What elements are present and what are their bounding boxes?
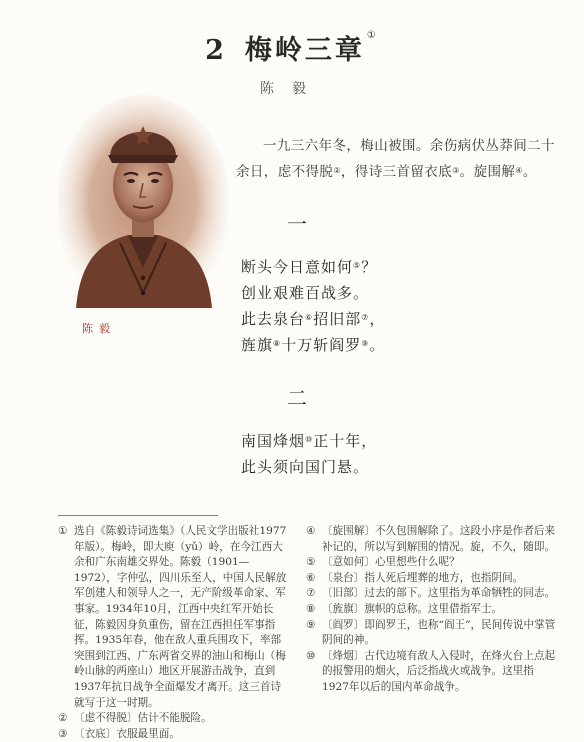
footnote-mark: ②: [333, 166, 341, 175]
text-run: ，: [369, 310, 386, 328]
footnote-text: 〔旌旗〕旗帜的总称。这里借指军士。: [322, 602, 503, 615]
text-run: 十万斩阎罗: [281, 336, 362, 354]
footnote-item: [306, 524, 556, 555]
footnote-number: ⑧: [306, 602, 316, 615]
text-run: 旌旗: [241, 336, 274, 354]
poem-line: [241, 454, 377, 480]
section-heading-2: 二: [287, 386, 307, 410]
footnotes-right-column: [306, 524, 556, 696]
footnote-number: ⑩: [306, 649, 316, 662]
footnote-item: [306, 649, 556, 696]
text-run: 。: [369, 336, 386, 354]
footnote-number: ②: [58, 712, 68, 725]
lesson-number: 2: [205, 35, 227, 66]
footnote-divider: [58, 515, 218, 516]
footnote-text: 〔意如何〕心里想些什么呢？: [322, 556, 460, 569]
preface-text: [236, 133, 556, 185]
footnote-item: [58, 524, 290, 711]
poem-line: [241, 428, 377, 454]
footnote-number: ⑥: [306, 571, 316, 584]
footnote-number: ⑤: [306, 556, 316, 569]
footnote-mark: ⑧: [273, 339, 282, 348]
footnote-mark: ③: [452, 166, 460, 175]
footnote-item: [58, 727, 290, 742]
footnote-number: ③: [58, 727, 68, 740]
footnote-item: [306, 618, 556, 649]
footnote-item: [306, 586, 556, 602]
text-run: 南国烽烟: [241, 432, 306, 450]
footnote-number: ⑨: [306, 618, 316, 631]
poem-line: [241, 254, 385, 280]
footnote-item: [58, 711, 290, 727]
footnote-text: 〔虑不得脱〕估计不能脱险。: [74, 712, 212, 725]
footnote-item: [306, 555, 556, 571]
footnote-text: 〔衣底〕衣服最里面。: [74, 727, 180, 740]
footnote-text: 〔烽烟〕古代边境有敌人入侵时，在烽火台上点起的报警用的烟火，后泛指战火或战争。这里指1927年以后的国内革命战争。: [322, 649, 556, 693]
footnote-text: 选自《陈毅诗词选集》（人民文学出版社1977年版）。梅岭，即大庾（yǔ）岭，在今江西大余和广东南雄交界处。陈毅（1901—1972），字仲弘，四川乐至人，中国人民解放军创建人和领导人之一，无产阶级革命家、军事家。1934年10月，江西中央红军开始长征，陈毅因身负重伤，留在江西担任军事指挥。1935年春，他在敌人重兵围攻下，率部突围到江西、广东两省交界的油山和梅山（梅岭山脉的两座山）地区开展游击战争，直到1937年抗日战争全面爆发才离开。这三首诗就写于这一时期。: [74, 525, 287, 709]
footnotes-left-column: [58, 524, 290, 742]
poem-line: [241, 332, 385, 358]
footnote-mark: ⑨: [361, 339, 370, 348]
author-name: 陈毅: [260, 81, 324, 97]
footnote-item: [306, 602, 556, 618]
text-run: 一九三六年冬，梅山被围。余伤病伏丛莽间二十余日，虑不得脱: [236, 138, 555, 180]
footnote-mark: ⑤: [353, 261, 362, 270]
poem-line: [241, 280, 385, 306]
footnote-text: 〔旋围解〕不久包围解除了。这段小序是作者后来补记的，所以写到解围的情况。旋，不久，随即。: [322, 525, 556, 553]
footnote-item: [306, 571, 556, 587]
text-run: 断头今日意如何: [241, 258, 354, 276]
portrait-caption: 陈毅: [82, 322, 116, 335]
title-footnote-mark: ①: [366, 30, 379, 41]
footnote-mark: ⑩: [305, 435, 314, 444]
text-run: 此头须向国门悬。: [241, 458, 370, 476]
poem-stanza-1: [241, 254, 385, 358]
footnote-mark: ④: [515, 166, 523, 175]
footnote-mark: ⑦: [361, 313, 370, 322]
footnote-text: 〔阎罗〕即阎罗王，也称“阎王”，民间传说中掌管阴间的神。: [322, 618, 556, 647]
text-run: ，得诗三首留衣底: [340, 164, 453, 180]
footnote-text: 〔泉台〕指人死后埋葬的地方，也指阴间。: [322, 571, 524, 584]
text-run: ？: [361, 258, 378, 276]
text-run: 创业艰难百战多。: [241, 284, 370, 302]
poem-line: [241, 306, 385, 332]
section-heading-1: 一: [287, 212, 307, 236]
text-run: 招旧部: [313, 310, 362, 328]
lesson-title-text: 梅岭三章: [244, 35, 365, 66]
poem-stanza-2: [241, 428, 377, 480]
footnote-number: ①: [58, 525, 68, 537]
footnote-text: 〔旧部〕过去的部下。这里指为革命牺牲的同志。: [322, 587, 556, 600]
author-portrait: [58, 93, 228, 308]
text-run: 此去泉台: [241, 310, 306, 328]
text-run: 。旋围解: [459, 164, 516, 180]
text-run: 。: [522, 164, 537, 180]
footnote-mark: ⑥: [305, 313, 314, 322]
lesson-title: [0, 28, 584, 67]
footnote-number: ④: [306, 525, 316, 537]
text-run: 正十年，: [313, 432, 378, 450]
footnote-number: ⑦: [306, 587, 316, 600]
